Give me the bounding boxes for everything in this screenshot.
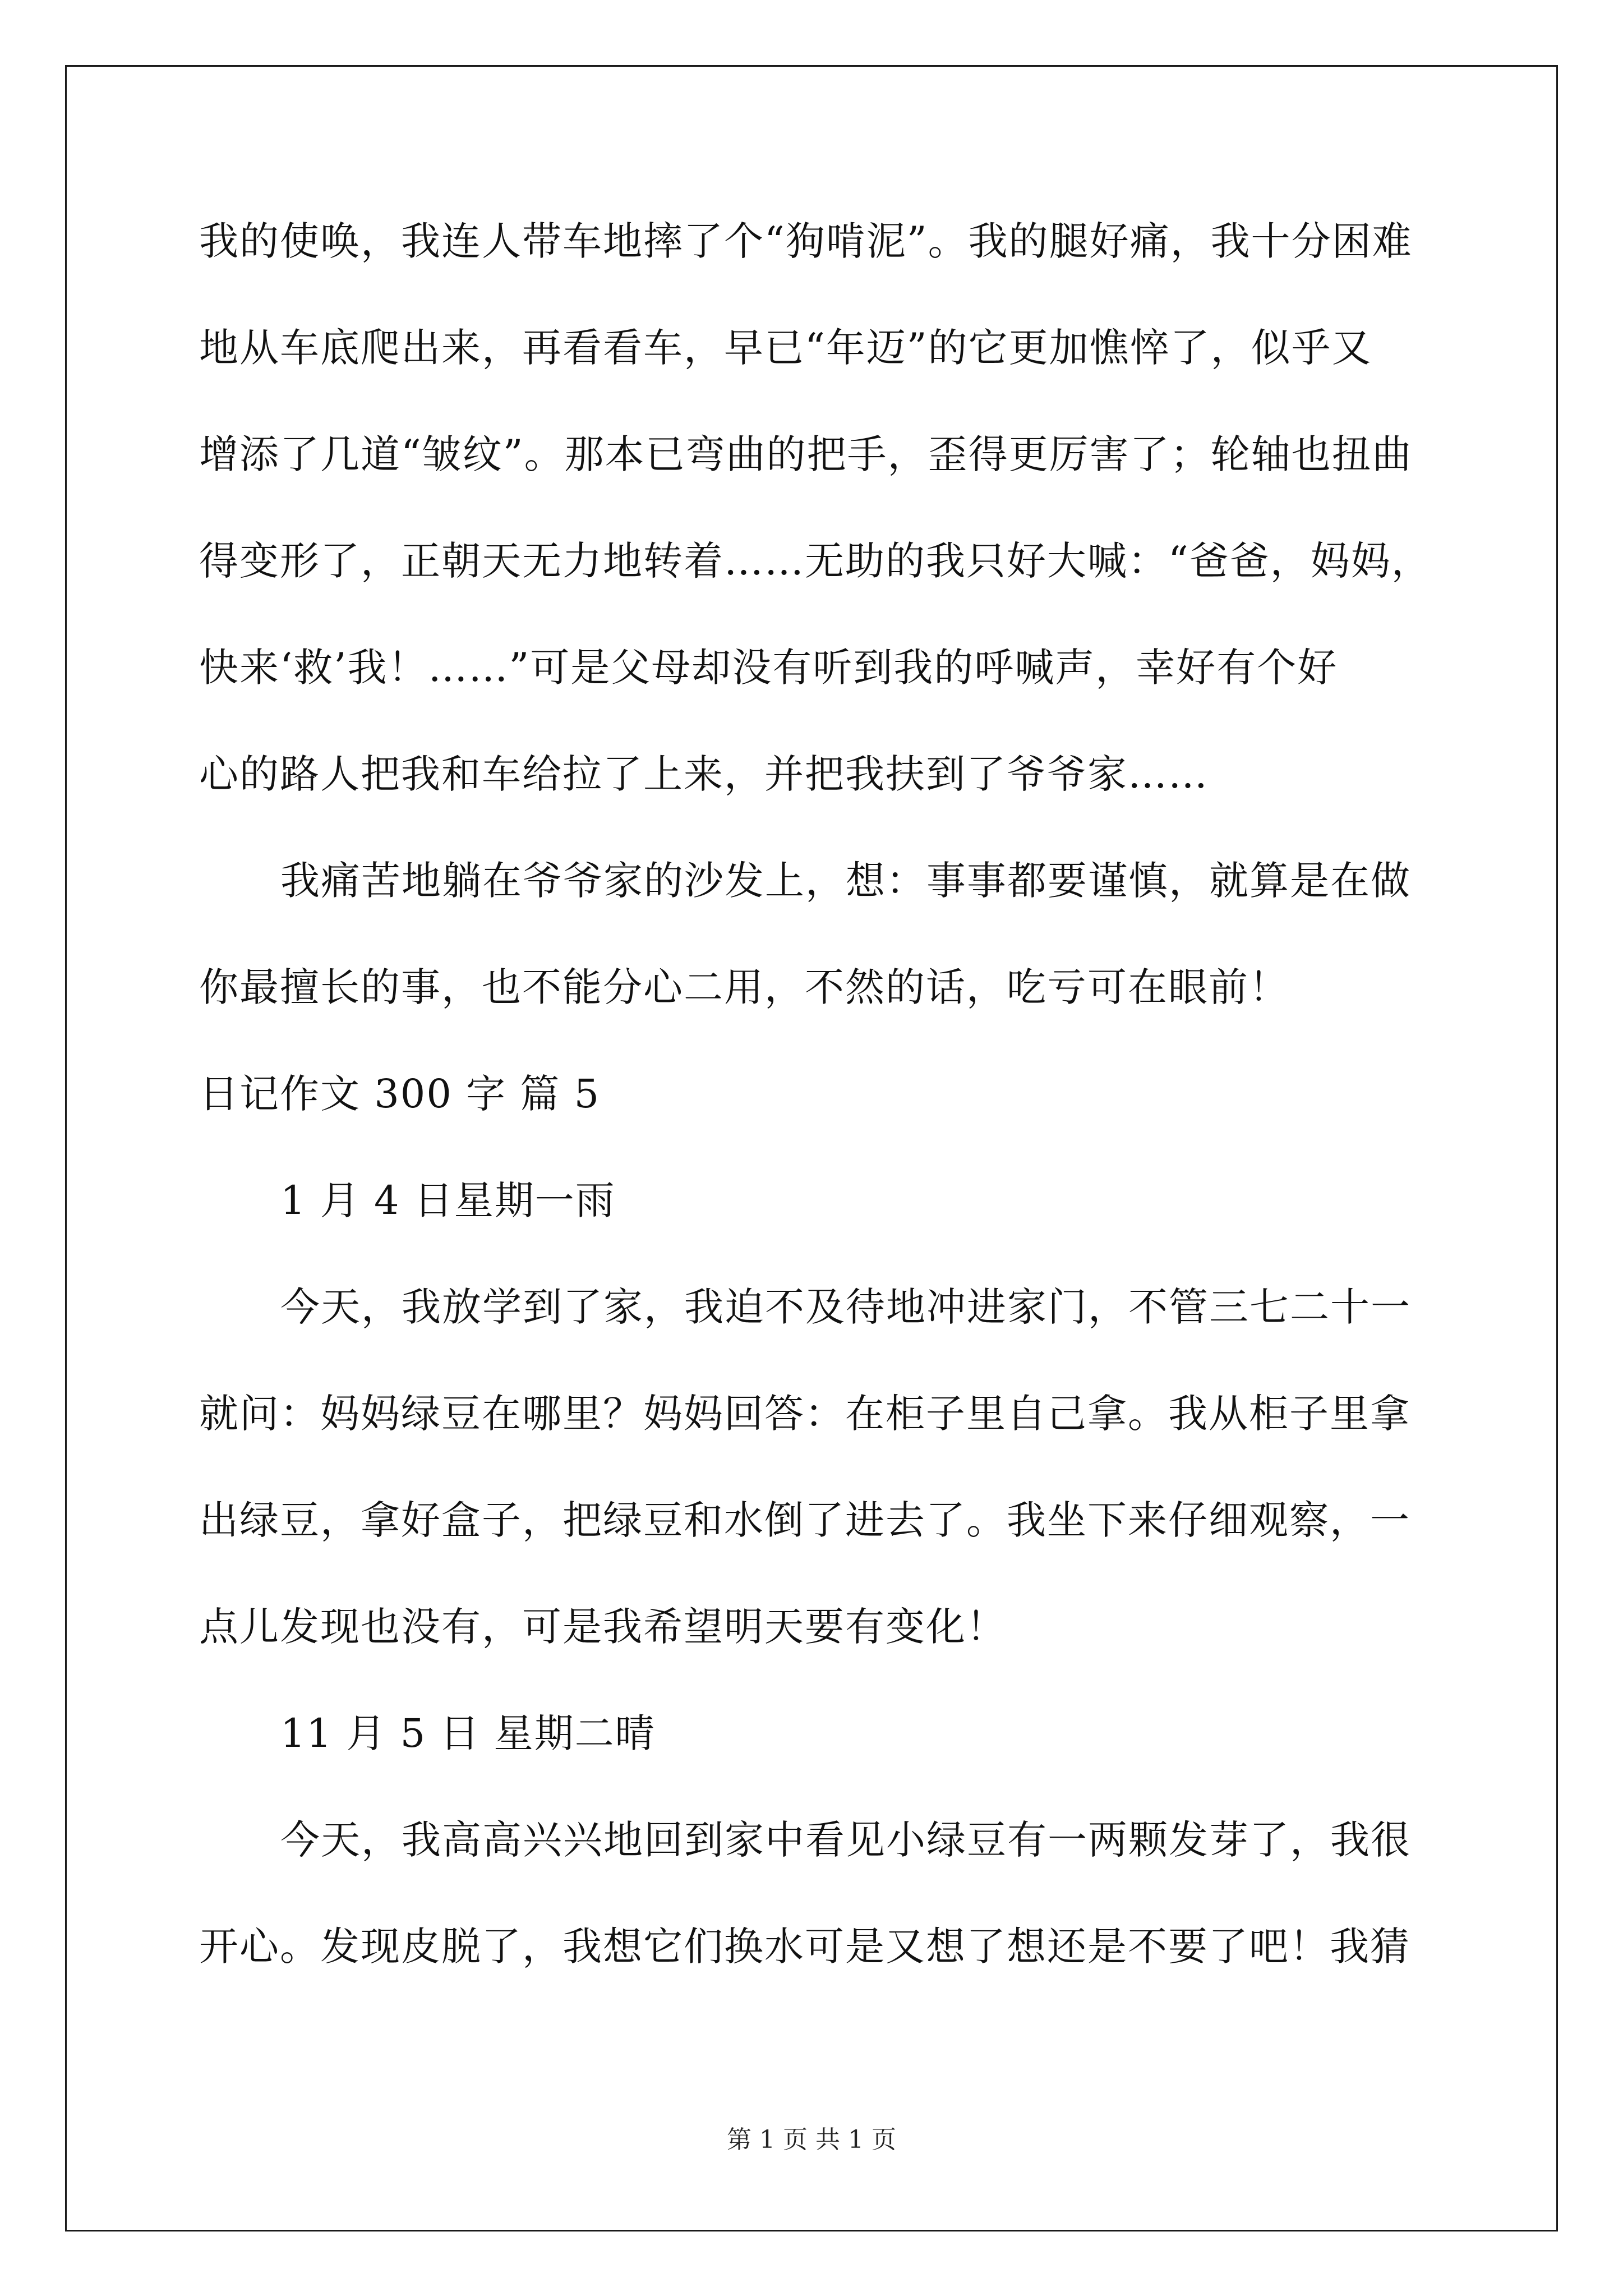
paragraph-line: 心的路人把我和车给拉了上来，并把我扶到了爷爷家…… — [199, 751, 1209, 797]
paragraph-line: 增添了几道“皱纹”。那本已弯曲的把手，歪得更厉害了；轮轴也扭曲 — [199, 431, 1413, 477]
paragraph-line: 我的使唤，我连人带车地摔了个“狗啃泥”。我的腿好痛，我十分困难 — [199, 218, 1413, 264]
paragraph-line: 我痛苦地躺在爷爷家的沙发上，想：事事都要谨慎，就算是在做 — [280, 858, 1411, 904]
diary-date: 1 月 4 日星期一雨 — [280, 1177, 616, 1223]
paragraph-line: 今天，我高高兴兴地回到家中看见小绿豆有一两颗发芽了，我很 — [280, 1817, 1411, 1863]
paragraph-line: 出绿豆，拿好盒子，把绿豆和水倒了进去了。我坐下来仔细观察，一 — [199, 1497, 1410, 1543]
paragraph-line: 你最擅长的事，也不能分心二用，不然的话，吃亏可在眼前！ — [199, 964, 1289, 1010]
page-footer: 第 1 页 共 1 页 — [727, 2125, 896, 2154]
page-border — [65, 65, 1558, 2231]
paragraph-line: 开心。发现皮脱了，我想它们换水可是又想了想还是不要了吧！我猜 — [199, 1924, 1410, 1970]
paragraph-line: 点儿发现也没有，可是我希望明天要有变化！ — [199, 1604, 1007, 1650]
paragraph-line: 地从车底爬出来，再看看车，早已“年迈”的它更加憔悴了，似乎又 — [199, 325, 1372, 371]
diary-date: 11 月 5 日 星期二晴 — [280, 1710, 656, 1756]
paragraph-line: 今天，我放学到了家，我迫不及待地冲进家门，不管三七二十一 — [280, 1284, 1411, 1330]
paragraph-line: 就问：妈妈绿豆在哪里？妈妈回答：在柜子里自己拿。我从柜子里拿 — [199, 1391, 1410, 1437]
paragraph-line: 得变形了，正朝天无力地转着……无助的我只好大喊：“爸爸，妈妈， — [199, 538, 1432, 584]
section-heading: 日记作文 300 字 篇 5 — [199, 1071, 601, 1117]
paragraph-line: 快来‘救’我！……”可是父母却没有听到我的呼喊声，幸好有个好 — [199, 645, 1338, 691]
